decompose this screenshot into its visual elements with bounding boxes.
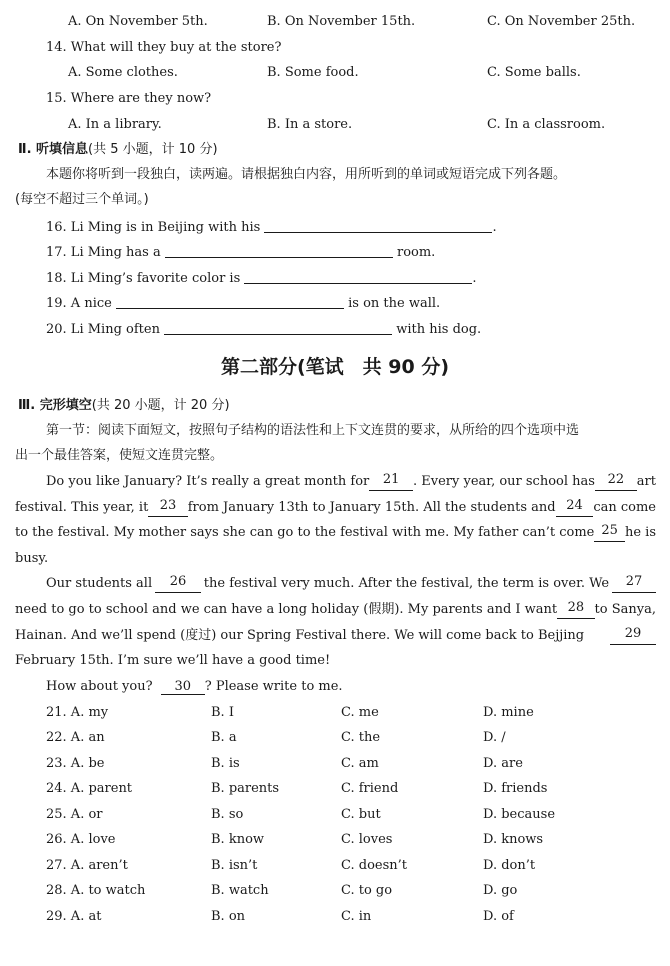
passage-text: from January 13th to January 15th. All the students and [187,500,556,515]
choice-29c[interactable]: C. in [341,909,372,924]
choice-28a[interactable]: 28. A. to watch [46,883,146,898]
option-13c: C. On November 25th. [487,14,636,29]
passage-text: can come [593,500,656,515]
passage-line [15,627,656,645]
fill-item-20-text: 20. Li Ming often [46,322,160,337]
passage-text: to the festival. My mother says she can go to the festival with me. My father can’t come [15,525,595,540]
passage-line [15,601,656,619]
choice-24a[interactable]: 24. A. parent [46,781,133,796]
choice-29d[interactable]: D. of [483,909,514,924]
section-2-score: (共 5 小题，计 10 分) [88,142,218,157]
choice-25b[interactable]: B. so [211,807,244,822]
choice-23a[interactable]: 23. A. be [46,756,105,771]
cloze-blank-27[interactable]: 27 [612,575,656,593]
passage-line: February 15th. I’m sure we’ll have a good time! [15,653,331,668]
section-2-instruction: 本题你将听到一段独白，读两遍。请根据独白内容，用所听到的单词或短语完成下列各题。 [46,167,567,182]
choice-27c[interactable]: C. doesn’t [341,858,407,873]
cloze-blank-30[interactable]: 30 [161,680,205,695]
choice-24b[interactable]: B. parents [211,781,280,796]
passage-text: Do you like January? It’s really a great month for [46,474,370,489]
cloze-blank-24[interactable]: 24 [556,499,594,517]
cloze-blank-23[interactable]: 23 [148,499,187,517]
cloze-blank-28[interactable]: 28 [557,601,594,619]
choice-26b[interactable]: B. know [211,832,265,847]
answer-blank-18[interactable] [244,269,472,284]
choice-27d[interactable]: D. don’t [483,858,536,873]
fill-item-17-end: room. [396,245,436,260]
choice-25d[interactable]: D. because [483,807,556,822]
cloze-blank-21[interactable]: 21 [369,473,413,491]
fill-item-19 [46,294,440,313]
question-14: 14. What will they buy at the store? [46,40,282,55]
part-2-title: 第二部分(笔试 共 90 分) [220,356,450,378]
choice-23d[interactable]: D. are [483,756,523,771]
choice-22d[interactable]: D. / [483,730,506,745]
option-15a: A. In a library. [68,117,162,132]
answer-blank-20[interactable] [164,320,392,335]
passage-line [46,678,343,696]
choice-23b[interactable]: B. is [211,756,240,771]
cloze-blank-25[interactable]: 25 [594,524,625,542]
option-14a: A. Some clothes. [68,65,178,80]
choice-21c[interactable]: C. me [341,705,379,720]
cloze-blank-22[interactable]: 22 [595,473,637,491]
passage-text: need to go to school and we can have a long holiday (假期). My parents and I want [15,602,558,617]
cloze-blank-29[interactable]: 29 [610,627,656,645]
passage-text: to Sanya, [594,602,656,617]
choice-25a[interactable]: 25. A. or [46,807,103,822]
option-13b: B. On November 15th. [267,14,416,29]
passage-text: art [636,474,656,489]
option-14c: C. Some balls. [487,65,581,80]
option-15c: C. In a classroom. [487,117,606,132]
choice-26a[interactable]: 26. A. love [46,832,116,847]
fill-item-20 [46,320,481,339]
passage-line [15,499,656,517]
answer-blank-19[interactable] [116,294,344,309]
passage-line [15,524,656,542]
option-14b: B. Some food. [267,65,359,80]
fill-item-17 [46,243,435,262]
fill-item-16 [46,218,497,237]
choice-22b[interactable]: B. a [211,730,237,745]
passage-text: ? Please write to me. [204,679,343,694]
choice-26d[interactable]: D. knows [483,832,544,847]
choice-26c[interactable]: C. loves [341,832,393,847]
section-3-instruction: 第一节：阅读下面短文，按照句子结构的语法性和上下文连贯的要求，从所给的四个选项中选 [46,423,580,438]
section-2-title: Ⅱ. 听填信息 [18,142,89,157]
choice-28d[interactable]: D. go [483,883,518,898]
passage-text: festival. This year, it [15,500,149,515]
choice-27a[interactable]: 27. A. aren’t [46,858,128,873]
answer-blank-16[interactable] [264,218,492,233]
cloze-blank-26[interactable]: 26 [155,575,201,593]
choice-28c[interactable]: C. to go [341,883,393,898]
answer-blank-17[interactable] [165,243,393,258]
choice-21d[interactable]: D. mine [483,705,534,720]
passage-line: busy. [15,551,49,566]
choice-25c[interactable]: C. but [341,807,381,822]
choice-21a[interactable]: 21. A. my [46,705,109,720]
passage-line [46,473,656,491]
passage-text: the festival very much. After the festival, the term is over. We [203,576,610,591]
section-3-title: Ⅲ. 完形填空 [18,398,92,413]
fill-item-16-end: . [492,220,497,235]
option-15b: B. In a store. [267,117,353,132]
passage-text: . Every year, our school has [413,474,595,489]
choice-29b[interactable]: B. on [211,909,246,924]
passage-line [46,575,656,593]
choice-24d[interactable]: D. friends [483,781,548,796]
question-15: 15. Where are they now? [46,91,212,106]
choice-29a[interactable]: 29. A. at [46,909,102,924]
section-2-heading [18,141,218,159]
passage-text: Hainan. And we’ll spend (度过) our Spring Festival there. We will come back to Bejjing [15,628,585,643]
fill-item-19-end: is on the wall. [348,296,441,311]
section-3-instruction-cont: 出一个最佳答案，使短文连贯完整。 [15,448,224,463]
section-2-instruction-note: (每空不超过三个单词。) [15,192,149,207]
choice-28b[interactable]: B. watch [211,883,269,898]
fill-item-19-text: 19. A nice [46,296,112,311]
choice-22a[interactable]: 22. A. an [46,730,105,745]
fill-item-18-end: . [472,271,477,286]
section-3-score: (共 20 小题，计 20 分) [91,398,230,413]
fill-item-16-text: 16. Li Ming is in Beijing with his [46,220,261,235]
passage-text: Our students all [46,576,153,591]
choice-22c[interactable]: C. the [341,730,381,745]
fill-item-18-text: 18. Li Ming’s favorite color is [46,271,241,286]
option-13a: A. On November 5th. [68,14,208,29]
choice-23c[interactable]: C. am [341,756,379,771]
choice-27b[interactable]: B. isn’t [211,858,258,873]
choice-21b[interactable]: B. I [211,705,234,720]
passage-text: he is [624,525,656,540]
fill-item-18 [46,269,477,288]
section-3-heading [18,397,230,415]
choice-24c[interactable]: C. friend [341,781,399,796]
fill-item-20-end: with his dog. [396,322,482,337]
fill-item-17-text: 17. Li Ming has a [46,245,161,260]
passage-text: How about you? [46,679,153,694]
